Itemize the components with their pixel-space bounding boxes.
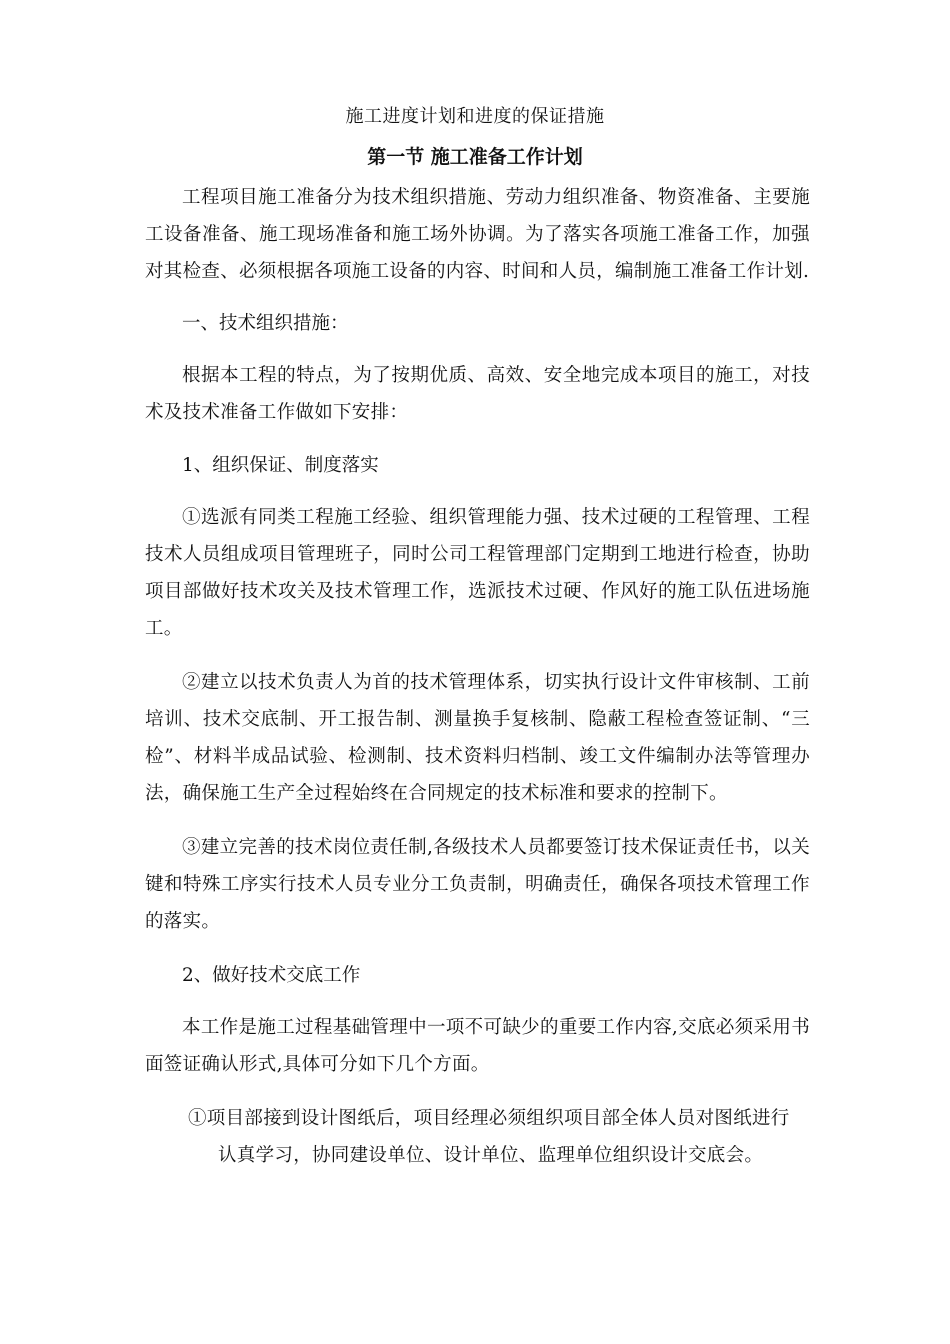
paragraph-item-2: ②建立以技术负责人为首的技术管理体系，切实执行设计文件审核制、工前培训、技术交底制、开工报告制、测量换手复核制、隐蔽工程检查签证制、“三检”、材料半成品试验、检测制、技术资料归档制、竣工文件编制办法等管理办法，确保施工生产全过程始终在合同规定的技术标准和要求的控制下。 — [145, 672, 810, 804]
heading-organization-guarantee: 1、组织保证、制度落实 — [182, 455, 379, 476]
list-item-1-line-2: 认真学习，协同建设单位、设计单位、监理单位组织设计交底会。 — [218, 1145, 764, 1166]
heading-technical-measures: 一、技术组织措施： — [182, 313, 349, 334]
list-item-1 — [188, 1100, 803, 1174]
paragraph-item-1: ①选派有同类工程施工经验、组织管理能力强、技术过硬的工程管理、工程技术人员组成项目管理班子，同时公司工程管理部门定期到工地进行检查，协助项目部做好技术攻关及技术管理工作，选派技术过硬、作风好的施工队伍进场施工。 — [145, 507, 810, 639]
document-title: 施工进度计划和进度的保证措施 — [345, 106, 605, 127]
paragraph-arrangement: 根据本工程的特点，为了按期优质、高效、安全地完成本项目的施工，对技术及技术准备工作做如下安排： — [145, 365, 810, 423]
section-title: 第一节 施工准备工作计划 — [367, 146, 583, 168]
paragraph-disclosure: 本工作是施工过程基础管理中一项不可缺少的重要工作内容,交底必须采用书面签证确认形式,具体可分如下几个方面。 — [145, 1017, 810, 1075]
intro-paragraph: 工程项目施工准备分为技术组织措施、劳动力组织准备、物资准备、主要施工设备准备、施工现场准备和施工场外协调。为了落实各项施工准备工作，加强对其检查、必须根据各项施工设备的内容、时间和人员，编制施工准备工作计划. — [145, 187, 810, 282]
paragraph-item-3: ③建立完善的技术岗位责任制,各级技术人员都要签订技术保证责任书，以关键和特殊工序实行技术人员专业分工负责制，明确责任，确保各项技术管理工作的落实。 — [145, 837, 810, 932]
heading-technical-disclosure: 2、做好技术交底工作 — [182, 965, 361, 986]
list-item-1-line-1: ①项目部接到设计图纸后，项目经理必须组织项目部全体人员对图纸进行 — [188, 1108, 790, 1129]
